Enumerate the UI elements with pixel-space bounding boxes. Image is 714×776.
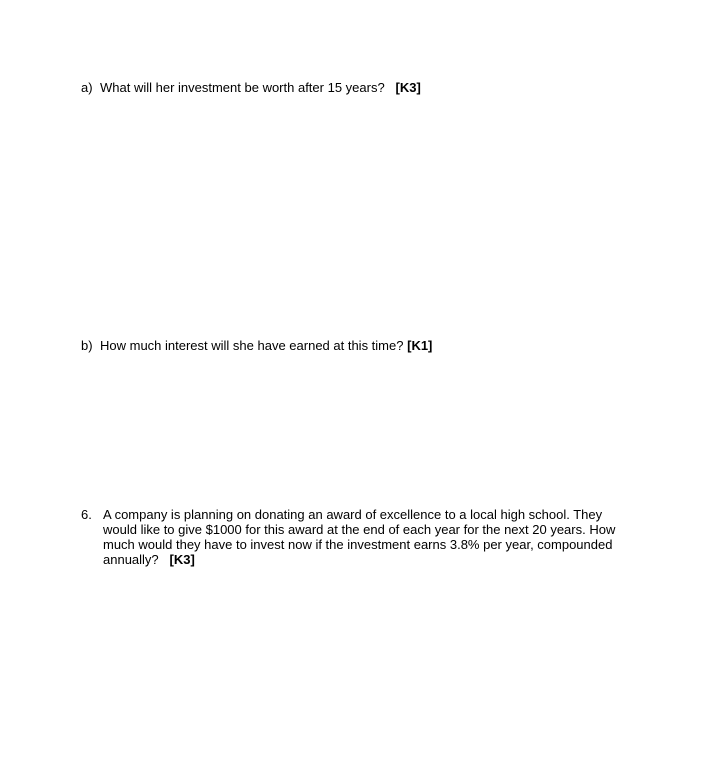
question-6-body (103, 507, 633, 567)
question-6-number: 6. (81, 507, 92, 522)
question-6-line: would like to give $1000 for this award at the end of each year for the next 20 years. How (103, 522, 616, 537)
question-a-marks: [K3] (395, 80, 421, 95)
question-a-text: What will her investment be worth after 15 years? (100, 80, 385, 95)
question-6-line: annually? (103, 552, 159, 567)
question-6-line: much would they have to invest now if the investment earns 3.8% per year, compounded (103, 537, 613, 552)
question-6 (81, 507, 641, 567)
question-b (81, 338, 432, 353)
question-a (81, 80, 421, 95)
question-6-line: A company is planning on donating an award of excellence to a local high school. They (103, 507, 603, 522)
question-b-text: How much interest will she have earned at this time? (100, 338, 404, 353)
question-b-marks: [K1] (407, 338, 433, 353)
question-b-marker: b) (81, 338, 93, 353)
question-6-marks: [K3] (169, 552, 195, 567)
question-6-last-line (103, 552, 633, 567)
question-a-marker: a) (81, 80, 93, 95)
